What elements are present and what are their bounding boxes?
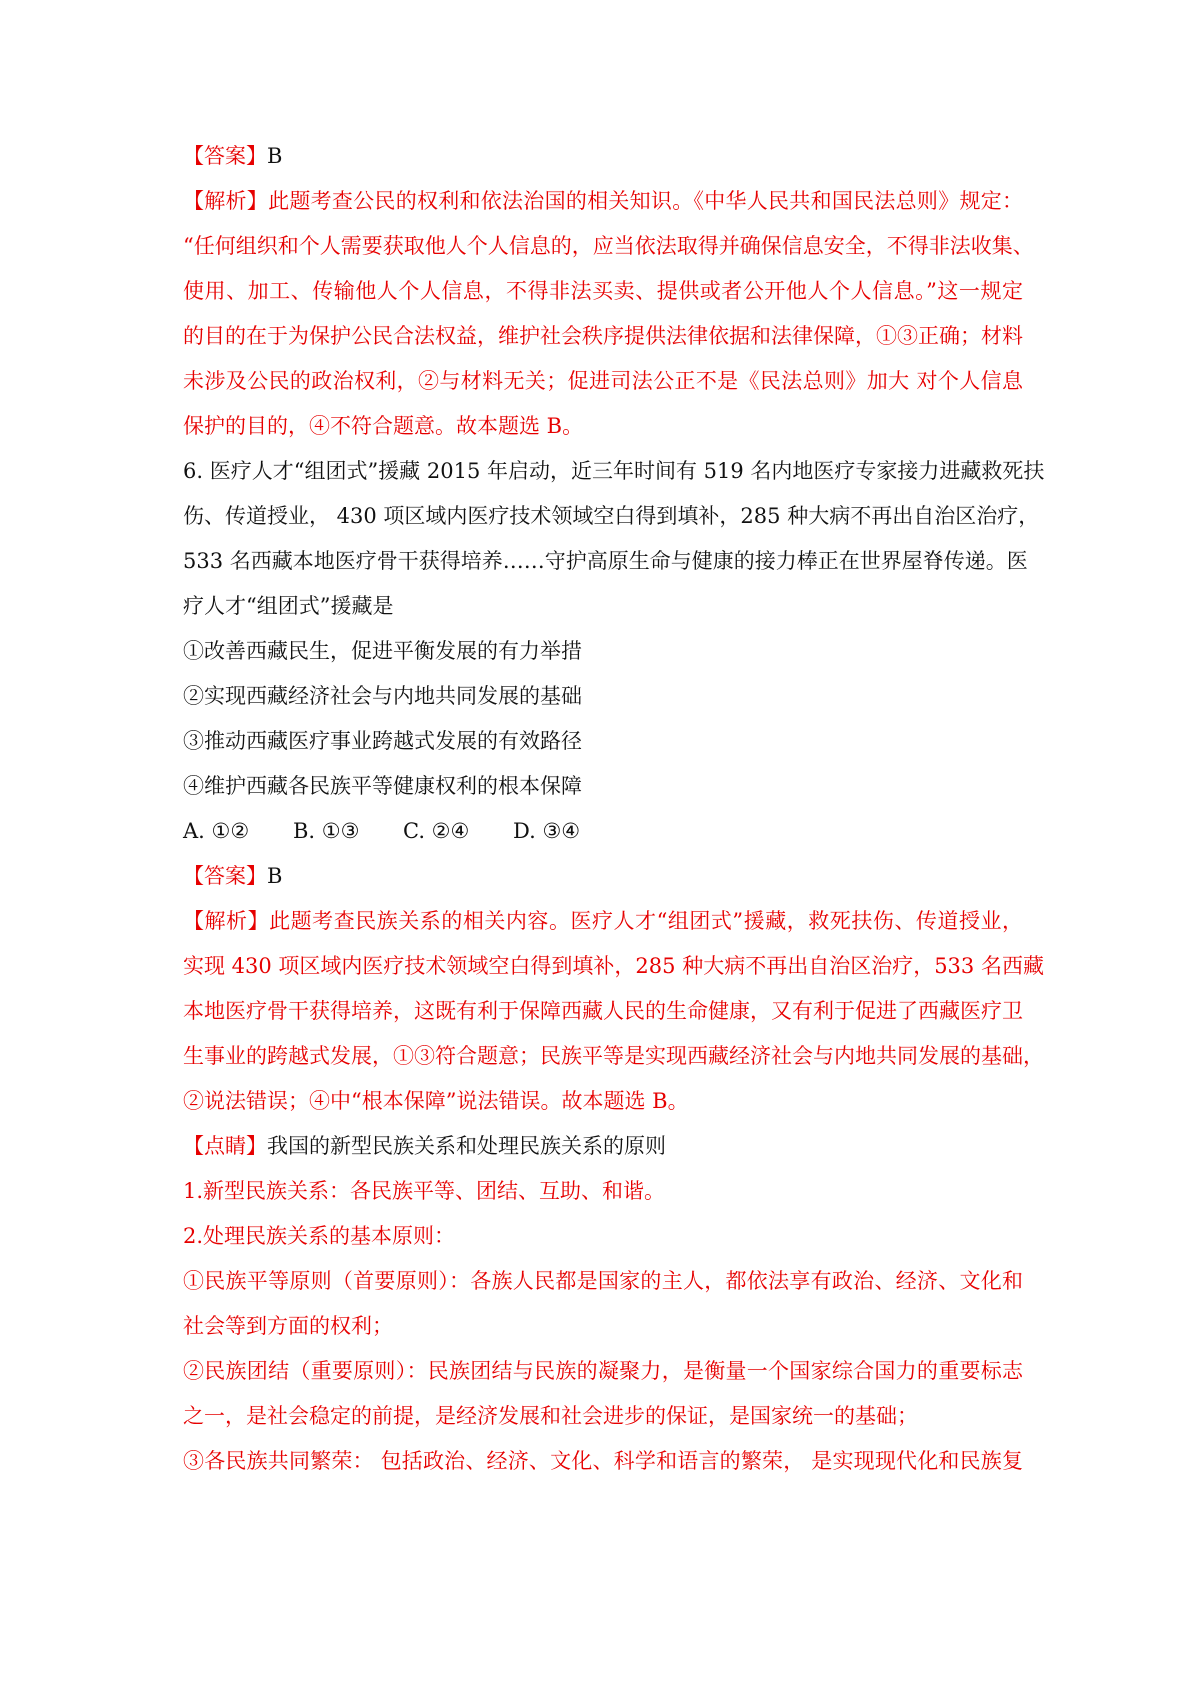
q6-tip-line-1: 1.新型民族关系：各民族平等、团结、互助、和谐。	[183, 1179, 666, 1203]
q5-analysis-line-5: 未涉及公民的政治权利，②与材料无关；促进司法公正不是《民法总则》加大 对个人信息	[183, 369, 1023, 393]
q6-tip-line-5: ②民族团结（重要原则）：民族团结与民族的凝聚力，是衡量一个国家综合国力的重要标志	[183, 1359, 1023, 1383]
analysis-text: 此题考查民族关系的相关内容。医疗人才“组团式”援藏，救死扶伤、传道授业，	[269, 909, 1024, 933]
option-b: B. ①③	[293, 819, 360, 843]
q6-tip-line-3: ①民族平等原则（首要原则）：各族人民都是国家的主人，都依法享有政治、经济、文化和	[183, 1269, 1023, 1293]
q6-statement-4: ④维护西藏各民族平等健康权利的根本保障	[183, 774, 582, 798]
q6-statement-3: ③推动西藏医疗事业跨越式发展的有效路径	[183, 729, 582, 753]
q5-analysis-line-1	[183, 186, 1023, 216]
q6-tip-line-7: ③各民族共同繁荣： 包括政治、经济、文化、科学和语言的繁荣， 是实现现代化和民族复	[183, 1449, 1023, 1473]
q6-stem-line-4: 疗人才“组团式”援藏是	[183, 594, 394, 618]
q6-tip-line-2: 2.处理民族关系的基本原则：	[183, 1224, 456, 1248]
analysis-text: 此题考查公民的权利和依法治国的相关知识。《中华人民共和国民法总则》规定：	[268, 189, 1023, 213]
answer-label: 【答案】	[183, 144, 267, 168]
option-d: D. ③④	[513, 819, 581, 843]
q5-analysis-line-4: 的目的在于为保护公民合法权益，维护社会秩序提供法律依据和法律保障，①③正确；材料	[183, 324, 1023, 348]
analysis-label: 【解析】	[183, 909, 270, 933]
q6-tip-line-6: 之一，是社会稳定的前提，是经济发展和社会进步的保证，是国家统一的基础；	[183, 1404, 918, 1428]
q6-statement-2: ②实现西藏经济社会与内地共同发展的基础	[183, 684, 582, 708]
q5-analysis-line-2: “任何组织和个人需要获取他人个人信息的，应当依法取得并确保信息安全，不得非法收集、	[183, 234, 1034, 258]
q6-analysis-line-1	[183, 906, 1023, 936]
q5-analysis-line-3: 使用、加工、传输他人个人信息，不得非法买卖、提供或者公开他人个人信息。”这一规定	[183, 279, 1023, 303]
q5-analysis-line-6: 保护的目的，④不符合题意。故本题选 B。	[183, 414, 584, 438]
q6-stem-line-3: 533 名西藏本地医疗骨干获得培养……守护高原生命与健康的接力棒正在世界屋脊传递。医	[183, 549, 1028, 573]
q6-stem-line-1: 6. 医疗人才“组团式”援藏 2015 年启动，近三年时间有 519 名内地医疗专家接力进藏救死扶	[183, 459, 1045, 483]
analysis-label: 【解析】	[183, 189, 269, 213]
answer-value: B	[267, 144, 283, 168]
answer-label: 【答案】	[183, 864, 267, 888]
q5-answer	[183, 141, 1023, 171]
q6-analysis-line-5: ②说法错误；④中“根本保障”说法错误。故本题选 B。	[183, 1089, 689, 1113]
q6-tip-line-4: 社会等到方面的权利；	[183, 1314, 393, 1338]
q6-analysis-line-2: 实现 430 项区域内医疗技术领域空白得到填补，285 种大病不再出自治区治疗，533 名西藏	[183, 954, 1044, 978]
tip-title: 我国的新型民族关系和处理民族关系的原则	[267, 1134, 666, 1158]
q6-stem-line-2: 伤、传道授业， 430 项区域内医疗技术领域空白得到填补，285 种大病不再出自治区治疗，	[183, 504, 1040, 528]
q6-answer	[183, 861, 1023, 891]
tip-label: 【点睛】	[183, 1134, 267, 1158]
q6-statement-1: ①改善西藏民生，促进平衡发展的有力举措	[183, 639, 582, 663]
answer-value: B	[267, 864, 283, 888]
q6-options	[183, 816, 1023, 846]
q6-tip-heading	[183, 1131, 1023, 1161]
q6-analysis-line-3: 本地医疗骨干获得培养，这既有利于保障西藏人民的生命健康，又有利于促进了西藏医疗卫	[183, 999, 1023, 1023]
option-a: A. ①②	[183, 819, 250, 843]
option-c: C. ②④	[403, 819, 470, 843]
q6-analysis-line-4: 生事业的跨越式发展，①③符合题意；民族平等是实现西藏经济社会与内地共同发展的基础，	[183, 1044, 1044, 1068]
